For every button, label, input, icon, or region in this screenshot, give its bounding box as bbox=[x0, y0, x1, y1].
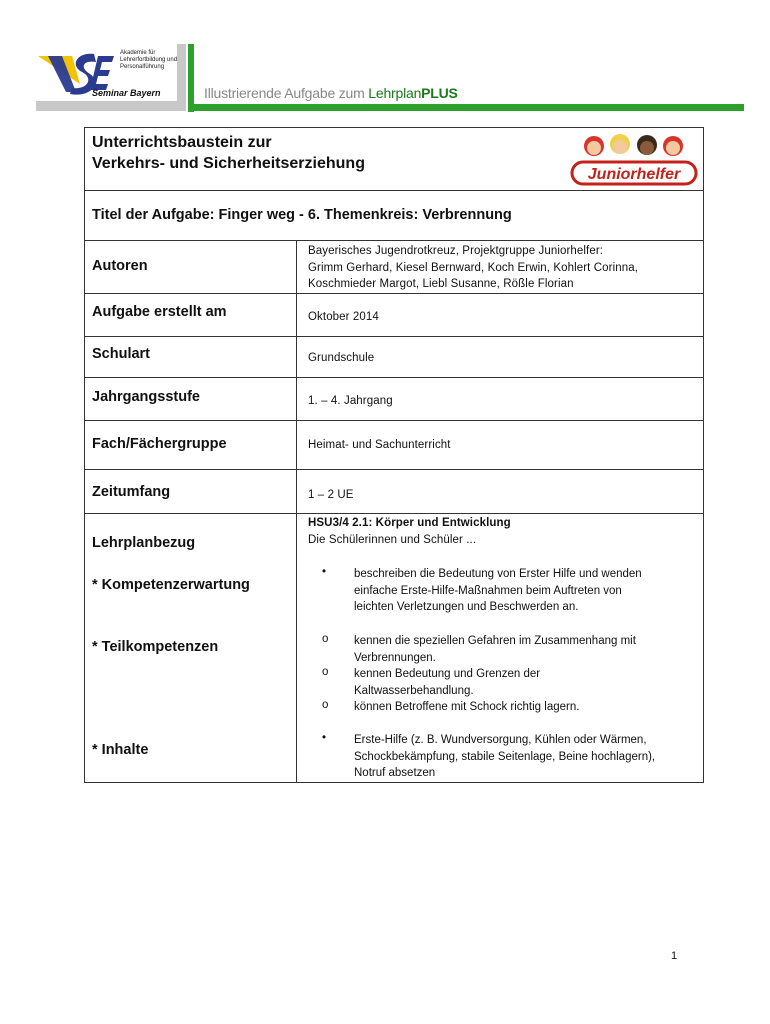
table-divider bbox=[84, 336, 704, 337]
table-column-divider bbox=[296, 240, 297, 783]
title-line-2: Verkehrs- und Sicherheitserziehung bbox=[92, 155, 365, 172]
autoren-line: Koschmieder Margot, Liebl Susanne, Rößle Florian bbox=[308, 278, 574, 290]
label-fach: Fach/Fächergruppe bbox=[92, 436, 227, 452]
title-line-1: Unterrichtsbaustein zur bbox=[92, 134, 272, 151]
inhalte-text bbox=[354, 732, 694, 782]
header-title bbox=[204, 85, 458, 101]
header-lehrplan: Lehrplan bbox=[368, 85, 422, 101]
value-zeitumfang: 1 – 2 UE bbox=[308, 489, 354, 501]
lehrplan-heading bbox=[308, 515, 511, 548]
teil-line: Verbrennungen. bbox=[354, 651, 436, 664]
bullet-circle-icon: o bbox=[322, 666, 329, 678]
value-schulart: Grundschule bbox=[308, 352, 375, 364]
teil-line: Kaltwasserbehandlung. bbox=[354, 684, 474, 697]
kompetenz-line: einfache Erste-Hilfe-Maßnahmen beim Auftreten von bbox=[354, 584, 622, 597]
teil-line: kennen die speziellen Gefahren im Zusammenhang mit bbox=[354, 635, 636, 647]
inhalte-line: Schockbekämpfung, stabile Seitenlage, Beine hochlagern), bbox=[354, 750, 656, 763]
inhalte-line: Notruf absetzen bbox=[354, 767, 436, 779]
logo-seminar-text: Seminar Bayern bbox=[92, 88, 161, 98]
label-jahrgangsstufe: Jahrgangsstufe bbox=[92, 389, 200, 405]
teil-text-1 bbox=[354, 633, 694, 666]
document-title bbox=[92, 132, 365, 174]
logo-tagline: Akademie für Lehrerfortbildung und Personalführung bbox=[120, 50, 178, 70]
table-divider bbox=[84, 469, 704, 470]
bullet-circle-icon: o bbox=[322, 633, 329, 645]
label-erstellt: Aufgabe erstellt am bbox=[92, 304, 227, 320]
page-number: 1 bbox=[671, 950, 678, 962]
bullet-circle-icon: o bbox=[322, 699, 329, 711]
label-teilkompetenzen: * Teilkompetenzen bbox=[92, 639, 219, 655]
teil-text-2 bbox=[354, 666, 694, 699]
header-plus: PLUS bbox=[421, 85, 458, 101]
bullet-dot-icon: • bbox=[322, 732, 327, 744]
value-autoren bbox=[308, 243, 638, 293]
kompetenz-line: leichten Verletzungen und Beschwerden an. bbox=[354, 601, 579, 613]
value-jahrgangsstufe: 1. – 4. Jahrgang bbox=[308, 395, 393, 407]
kompetenz-text bbox=[354, 566, 694, 616]
value-fach: Heimat- und Sachunterricht bbox=[308, 439, 451, 451]
inhalte-line: Erste-Hilfe (z. B. Wundversorgung, Kühlen oder Wärmen, bbox=[354, 734, 647, 746]
aufgabe-title: Titel der Aufgabe: Finger weg - 6. Themenkreis: Verbrennung bbox=[92, 207, 512, 223]
juniorhelfer-text: Juniorhelfer bbox=[587, 166, 681, 183]
bullet-dot-icon: • bbox=[322, 566, 327, 578]
label-lehrplanbezug: Lehrplanbezug bbox=[92, 535, 196, 551]
label-schulart: Schulart bbox=[92, 346, 151, 362]
table-divider bbox=[84, 240, 704, 241]
label-inhalte: * Inhalte bbox=[92, 742, 149, 758]
table-divider bbox=[84, 377, 704, 378]
header-green-vbar bbox=[188, 44, 194, 112]
table-divider bbox=[84, 513, 704, 514]
autoren-line: Grimm Gerhard, Kiesel Bernward, Koch Erwin, Kohlert Corinna, bbox=[308, 261, 639, 274]
label-kompetenzerwartung: * Kompetenzerwartung bbox=[92, 577, 250, 593]
kompetenz-line: beschreiben die Bedeutung von Erster Hilfe und wenden bbox=[354, 568, 642, 580]
header-green-hbar bbox=[188, 104, 744, 111]
table-divider bbox=[84, 420, 704, 421]
header-prefix: Illustrierende Aufgabe zum bbox=[204, 85, 369, 101]
juniorhelfer-logo bbox=[570, 130, 698, 188]
table-divider bbox=[84, 293, 704, 294]
value-erstellt: Oktober 2014 bbox=[308, 311, 379, 323]
lehrplan-intro: Die Schülerinnen und Schüler ... bbox=[308, 533, 477, 546]
teil-line: kennen Bedeutung und Grenzen der bbox=[354, 668, 541, 680]
teil-line: können Betroffene mit Schock richtig lagern. bbox=[354, 701, 580, 713]
label-autoren: Autoren bbox=[92, 258, 148, 274]
hsu-heading: HSU3/4 2.1: Körper und Entwicklung bbox=[308, 517, 511, 529]
autoren-line: Bayerisches Jugendrotkreuz, Projektgruppe Juniorhelfer: bbox=[308, 245, 604, 257]
label-zeitumfang: Zeitumfang bbox=[92, 484, 171, 500]
table-divider bbox=[84, 190, 704, 191]
teil-text-3 bbox=[354, 699, 694, 716]
